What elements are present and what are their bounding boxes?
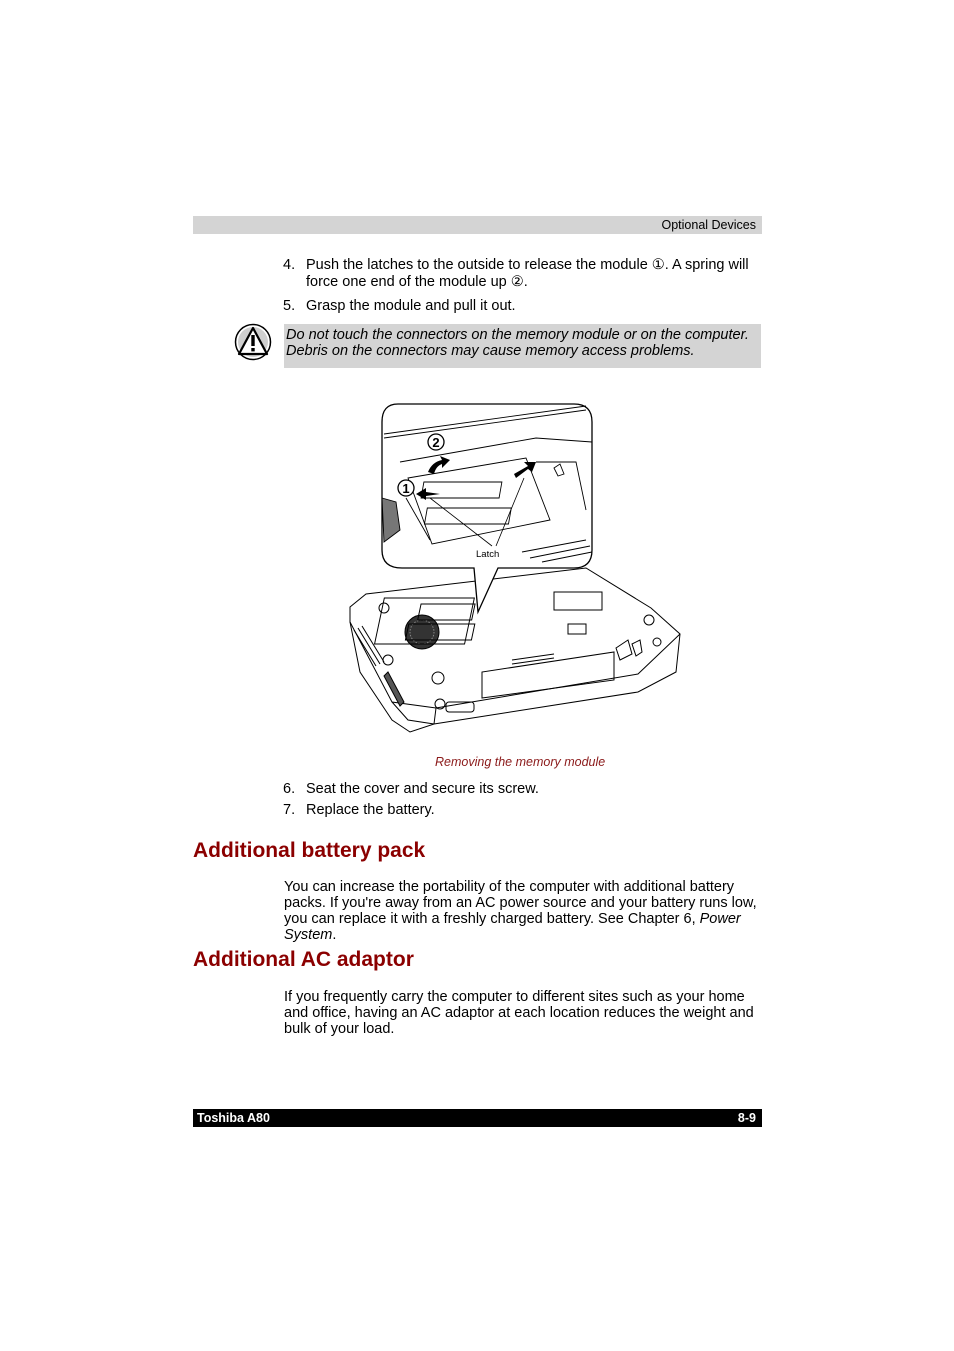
latch-label: Latch: [476, 549, 500, 560]
step-number: 5.: [283, 298, 296, 314]
callout-number-2: [428, 434, 444, 450]
callout-number-1: [398, 480, 414, 496]
step-text: Seat the cover and secure its screw.: [306, 781, 539, 797]
footer-page-number: 8-9: [737, 1111, 756, 1125]
heading-additional-battery-pack: Additional battery pack: [193, 839, 426, 862]
ac-adaptor-paragraph: If you frequently carry the computer to different sites such as your home and office, having an AC adaptor at each location reduces the weight and bulk of your load.: [284, 989, 754, 1037]
header-section-title: Optional Devices: [661, 218, 756, 232]
step-text: Push the latches to the outside to release the module ①. A spring will force one end of the module up ②.: [306, 257, 749, 290]
step-number: 4.: [283, 257, 296, 273]
heading-additional-ac-adaptor: Additional AC adaptor: [193, 948, 414, 971]
laptop-body: [350, 568, 680, 732]
memory-removal-illustration: [346, 402, 682, 742]
battery-paragraph: [284, 879, 762, 943]
svg-text:2: 2: [432, 435, 440, 450]
battery-body: You can increase the portability of the computer with additional battery packs. If you're away from an AC power source and your battery runs low, you can replace it with a freshly charged battery. See Chapter 6,: [284, 879, 757, 927]
figure-caption: Removing the memory module: [435, 755, 606, 769]
svg-text:1: 1: [402, 481, 410, 496]
chapter-reference: Power System: [284, 911, 741, 943]
caution-icon: [234, 322, 272, 362]
running-header: [193, 216, 762, 234]
warning-text: Do not touch the connectors on the memory module or on the computer. Debris on the connectors may cause memory access problems.: [286, 327, 749, 359]
step-text: Replace the battery.: [306, 802, 435, 818]
footer-product-name: Toshiba A80: [197, 1111, 270, 1125]
warning-box: [284, 324, 761, 368]
step-number: 7.: [283, 802, 296, 818]
step-number: 6.: [283, 781, 296, 797]
running-footer: [193, 1109, 762, 1127]
battery-body-end: .: [332, 927, 337, 943]
step-text: Grasp the module and pull it out.: [306, 298, 516, 314]
